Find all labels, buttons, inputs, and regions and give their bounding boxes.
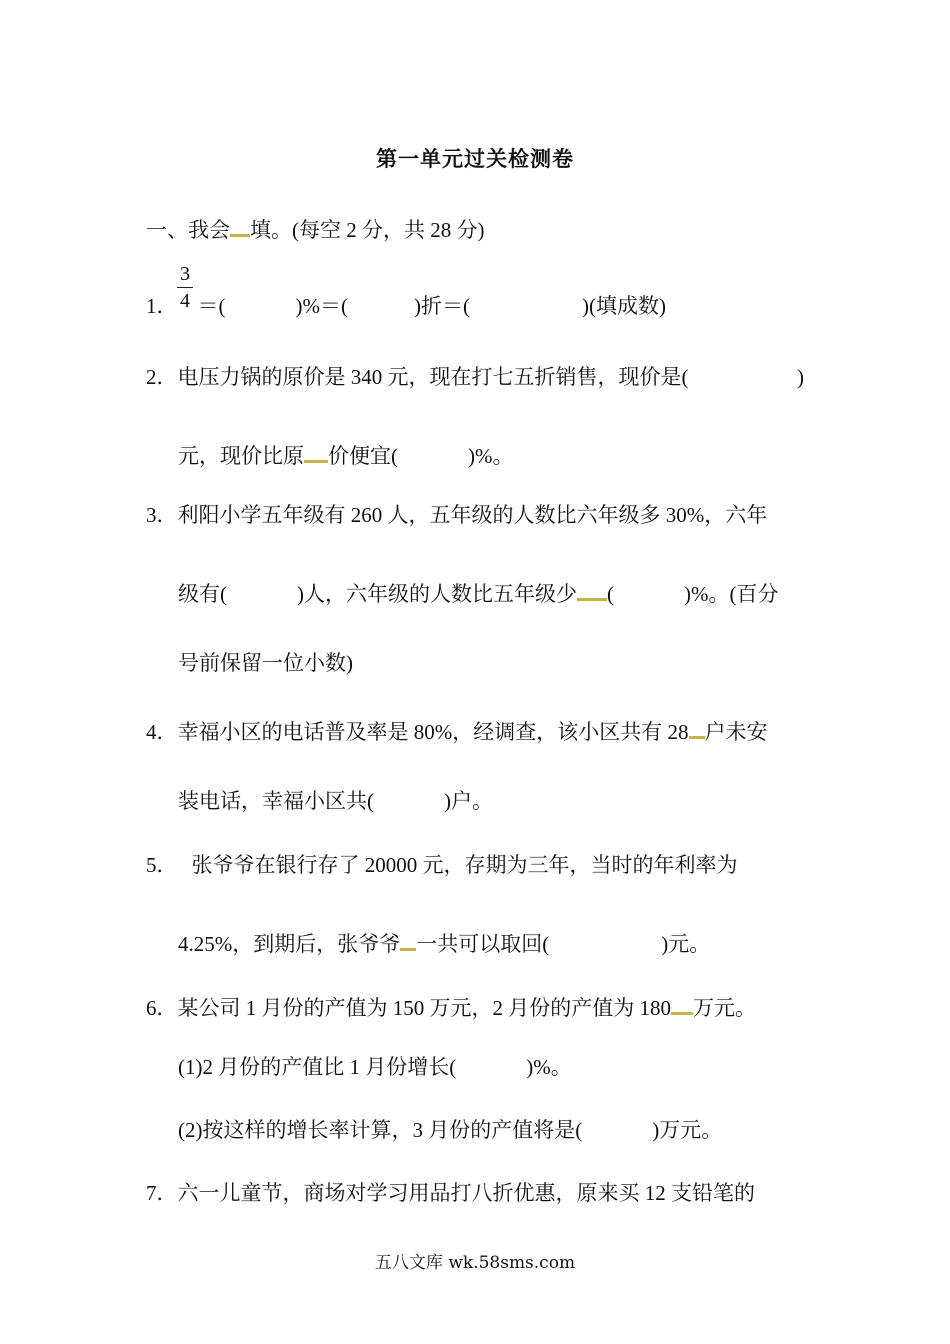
q2-paren-close: )	[797, 365, 804, 389]
fraction-bar	[177, 287, 193, 288]
question-6-sub-2	[178, 1120, 722, 1141]
question-number: 3．	[146, 503, 178, 527]
question-4-line-2	[178, 791, 493, 812]
question-2-line-2	[178, 441, 514, 467]
q1-part-b: )%＝(	[295, 294, 348, 318]
question-6-line-1	[146, 993, 756, 1019]
q1-part-d: )(填成数)	[581, 294, 666, 318]
q4-text-1a: 幸福小区的电话普及率是 80%，经调查，该小区共有 28	[177, 719, 689, 744]
question-3-line-1	[146, 505, 767, 526]
section-heading	[146, 215, 485, 241]
q7-text-1: 六一儿童节，商场对学习用品打八折优惠，原来买 12 支铅笔的	[177, 1181, 755, 1205]
q2-text-2c: )%。	[468, 443, 514, 468]
q5-text-1: 张爷爷在银行存了 20000 元，存期为三年，当时的年利率为	[191, 853, 738, 877]
q5-text-2a: 4.25%，到期后，张爷爷	[178, 931, 401, 956]
q3-text-2d: )%。(百分	[684, 581, 779, 606]
question-2-line-1	[146, 367, 689, 388]
question-5-line-2	[178, 929, 710, 955]
q3-text-2b: )人，六年级的人数比五年级少	[297, 581, 577, 606]
question-3-line-2	[178, 579, 778, 605]
q2-text-2a: 元，现价比原	[178, 443, 304, 468]
q3-text-2a: 级有(	[178, 581, 227, 606]
q5-text-2c: )元。	[661, 931, 711, 956]
q2-text-1: 电压力锅的原价是 340 元，现在打七五折销售，现价是(	[177, 365, 689, 389]
q2-text-2b: 价便宜(	[328, 443, 398, 468]
question-3-line-3: 号前保留一位小数)	[178, 651, 353, 675]
question-number: 6．	[146, 995, 178, 1020]
fraction-numerator: 3	[180, 263, 190, 285]
question-1	[146, 296, 666, 317]
answer-underline	[689, 717, 705, 739]
answer-underline	[304, 441, 328, 463]
question-number: 7．	[146, 1181, 178, 1205]
q4-text-2b: )户。	[444, 789, 493, 813]
answer-underline	[671, 993, 693, 1015]
q5-text-2b: 一共可以取回(	[416, 931, 550, 956]
answer-underline	[230, 215, 250, 237]
q4-text-1b: 户未安	[704, 719, 768, 744]
q6-sub-2b: )万元。	[652, 1118, 723, 1142]
section-heading-pre: 一、我会	[146, 217, 230, 242]
q3-text-1: 利阳小学五年级有 260 人，五年级的人数比六年级多 30%，六年	[177, 503, 768, 527]
question-number: 4．	[146, 719, 178, 744]
question-4-line-1	[146, 717, 768, 743]
question-number: 2．	[146, 365, 178, 389]
q6-text-1a: 某公司 1 月份的产值为 150 万元，2 月份的产值为 180	[177, 995, 671, 1020]
question-7-line-1	[146, 1183, 755, 1204]
fraction-denominator: 4	[180, 290, 190, 312]
page-title: 第一单元过关检测卷	[376, 147, 574, 171]
q6-sub-1a: (1)2 月份的产值比 1 月份增长(	[178, 1055, 457, 1079]
question-6-sub-1	[178, 1057, 572, 1078]
page-footer: 五八文库 wk.58sms.com	[374, 1253, 576, 1273]
q4-text-2a: 装电话，幸福小区共(	[178, 789, 374, 813]
section-heading-post: 填。(每空 2 分，共 28 分)	[250, 217, 485, 242]
question-number: 5．	[146, 853, 178, 877]
question-number: 1．	[146, 294, 178, 318]
q3-text-2c: (	[607, 581, 614, 606]
q6-sub-2a: (2)按这样的增长率计算，3 月份的产值将是(	[178, 1118, 583, 1142]
answer-underline	[577, 579, 607, 601]
q1-part-a: ＝(	[197, 294, 226, 318]
q6-sub-1b: )%。	[526, 1055, 572, 1079]
q6-text-1b: 万元。	[693, 995, 756, 1020]
answer-underline	[400, 929, 416, 951]
question-5-line-1	[146, 855, 738, 876]
q1-part-c: )折＝(	[413, 294, 470, 318]
